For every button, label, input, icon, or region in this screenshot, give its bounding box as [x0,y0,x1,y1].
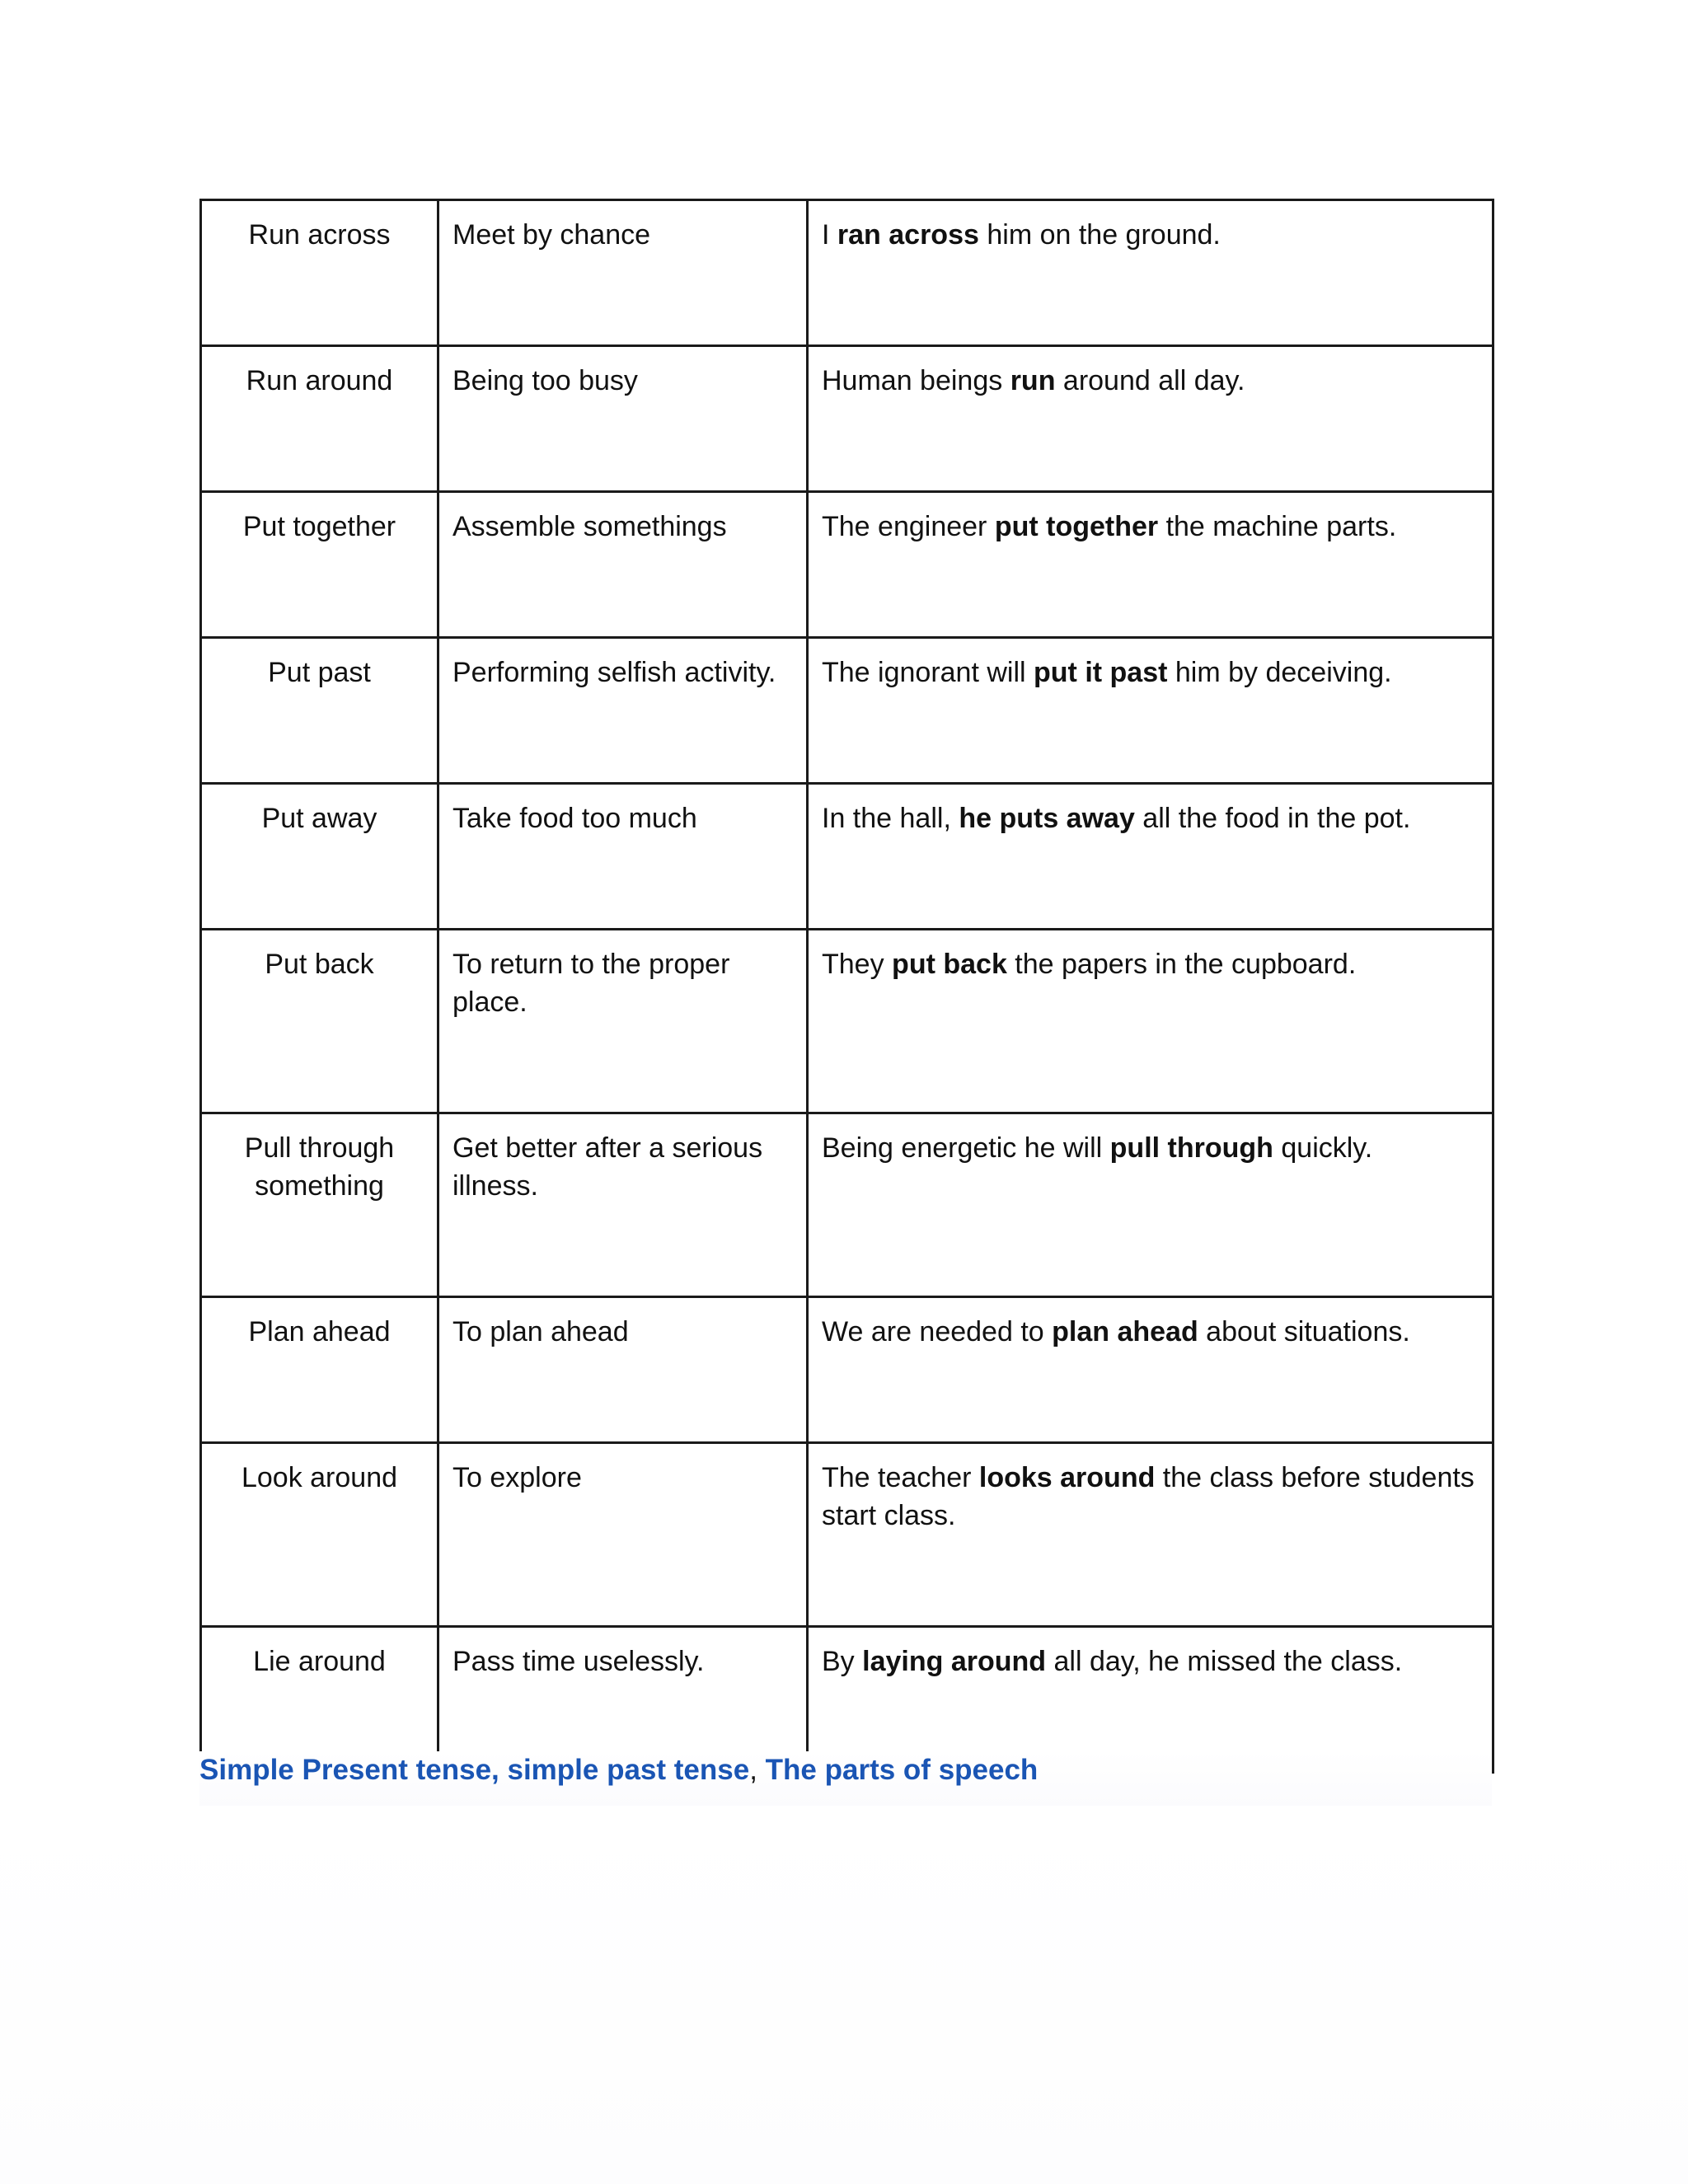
example-text: him by deceiving. [1167,657,1392,688]
example-cell [808,346,1493,492]
table-row [201,638,1493,784]
example-text: the class before students start class. [822,1462,1475,1531]
page-bottom-area [0,1806,1688,2184]
table-row [201,1627,1493,1773]
table-row [201,1297,1493,1443]
example-phrase-bold: looks around [978,1462,1156,1493]
example-phrase-bold: put together [994,511,1159,542]
example-text: the machine parts. [1158,511,1397,542]
link-simple-present-past-tense[interactable]: Simple Present tense, simple past tense [199,1754,750,1786]
table-row [201,784,1493,930]
example-text: Being energetic he will [822,1132,1110,1164]
meaning-cell: Performing selfish activity. [438,638,808,784]
example-phrase-bold: he puts away [959,803,1135,834]
phrasal-verbs-table [199,199,1494,1774]
example-phrase-bold: ran across [837,219,979,251]
example-text: all day, he missed the class. [1046,1646,1403,1677]
phrase-cell: Put past [201,638,438,784]
table-row [201,930,1493,1113]
phrase-cell: Put together [201,492,438,638]
related-links [199,1751,1492,1806]
example-cell [808,930,1493,1113]
example-text: They [822,949,893,980]
link-separator: , [749,1754,766,1786]
example-phrase-bold: plan ahead [1052,1316,1198,1347]
example-cell [808,492,1493,638]
example-text: By [822,1646,863,1677]
example-text: him on the ground. [978,219,1221,251]
example-cell [808,1113,1493,1297]
meaning-cell: Take food too much [438,784,808,930]
example-phrase-bold: laying around [862,1646,1047,1677]
table-row [201,200,1493,346]
example-cell [808,1627,1493,1773]
phrase-cell: Plan ahead [201,1297,438,1443]
phrase-cell: Look around [201,1443,438,1627]
example-cell [808,638,1493,784]
example-text: The teacher [822,1462,979,1493]
phrase-cell: Put back [201,930,438,1113]
table-row [201,1113,1493,1297]
meaning-cell: Pass time uselessly. [438,1627,808,1773]
link-parts-of-speech[interactable]: The parts of speech [765,1754,1039,1786]
meaning-cell: To return to the proper place. [438,930,808,1113]
meaning-cell: Being too busy [438,346,808,492]
example-cell [808,1297,1493,1443]
example-phrase-bold: put back [892,949,1007,980]
example-text: about situations. [1198,1316,1410,1347]
example-text: quickly. [1273,1132,1373,1164]
meaning-cell: Assemble somethings [438,492,808,638]
example-cell [808,200,1493,346]
example-text: The engineer [822,511,995,542]
example-text: I [822,219,837,251]
table-row [201,1443,1493,1627]
phrase-cell: Pull through something [201,1113,438,1297]
example-text: The ignorant will [822,657,1034,688]
example-text: We are needed to [822,1316,1053,1347]
phrase-cell: Run around [201,346,438,492]
phrase-cell: Lie around [201,1627,438,1773]
example-text: the papers in the cupboard. [1006,949,1357,980]
example-cell [808,784,1493,930]
example-text: In the hall, [822,803,959,834]
example-text: Human beings [822,365,1010,396]
phrase-cell: Put away [201,784,438,930]
table-row [201,492,1493,638]
table-row [201,346,1493,492]
example-phrase-bold: pull through [1109,1132,1273,1164]
meaning-cell: Get better after a serious illness. [438,1113,808,1297]
meaning-cell: To plan ahead [438,1297,808,1443]
example-cell [808,1443,1493,1627]
phrase-cell: Run across [201,200,438,346]
example-text: all the food in the pot. [1134,803,1411,834]
meaning-cell: Meet by chance [438,200,808,346]
meaning-cell: To explore [438,1443,808,1627]
example-phrase-bold: run [1010,365,1056,396]
example-text: around all day. [1055,365,1245,396]
example-phrase-bold: put it past [1034,657,1168,688]
